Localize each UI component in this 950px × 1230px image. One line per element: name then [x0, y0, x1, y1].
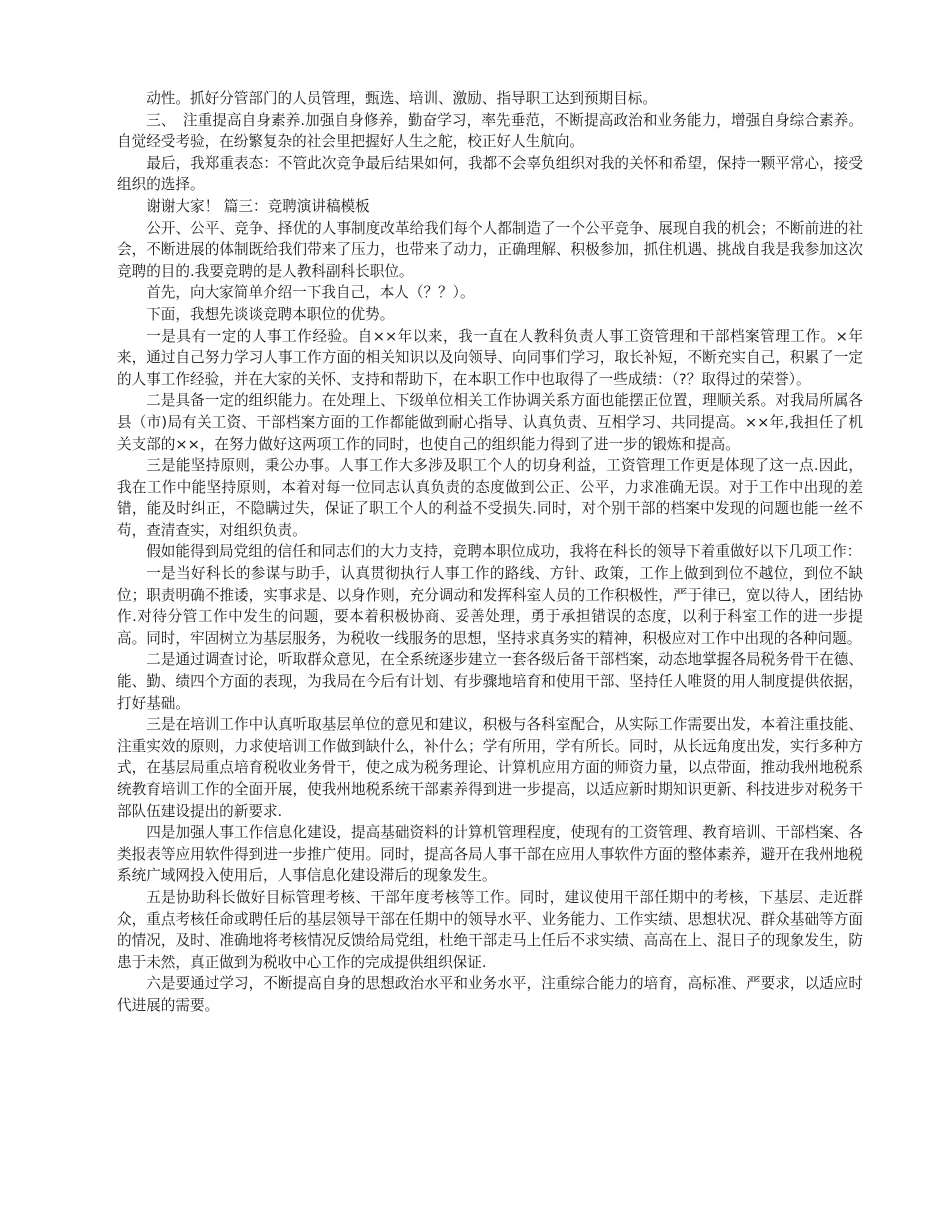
- paragraph-16: 五是协助科长做好目标管理考核、干部年度考核等工作。同时，建议使用干部任期中的考核，下基层、走近群众，重点考核任命或聘任后的基层领导干部在任期中的领导水平、业务能力、工作实绩、思想状况、群众基础等方面的情况，及时、准确地将考核情况反馈给局党组，杜绝干部走马上任后不求实绩、高高在上、混日子的现象发生，防患于未然，真正做到为税收中心工作的完成提供组织保证.: [117, 888, 863, 971]
- paragraph-1: 动性。抓好分管部门的人员管理，甄选、培训、激励、指导职工达到预期目标。: [146, 90, 657, 107]
- paragraph-6: 首先，向大家简单介绍一下我自己，本人（？？）。: [146, 284, 475, 302]
- paragraph-4-heading: 谢谢大家！ 篇三：竞聘演讲稿模板: [146, 197, 370, 215]
- paragraph-13: 二是通过调查讨论，听取群众意见，在全系统逐步建立一套各级后备干部档案，动态地掌握各局税务骨干在德、能、勤、绩四个方面的表现，为我局在今后有计划、有步骤地培育和使用干部、坚持任人唯贤的用人制度提供依据，打好基础。: [117, 651, 863, 712]
- paragraph-11: 假如能得到局党组的信任和同志们的大力支持，竞聘本职位成功，我将在科长的领导下着重做好以下几项工作：: [146, 543, 862, 561]
- paragraph-5: 公开、公平、竞争、择优的人事制度改革给我们每个人都制造了一个公平竞争、展现自我的机会；不断前进的社会，不断进展的体制既给我们带来了压力，也带来了动力，正确理解、积极参加，抓住机遇、挑战自我是我参加这次竞聘的目的.我要竞聘的是人教科副科长职位。: [117, 219, 863, 280]
- paragraph-3: 最后，我郑重表态：不管此次竞争最后结果如何，我都不会辜负组织对我的关怀和希望，保持一颗平常心，接受组织的选择。: [117, 154, 863, 194]
- paragraph-9: 二是具备一定的组织能力。在处理上、下级单位相关工作协调关系方面也能摆正位置，理顺关系。对我局所属各县（市)局有关工资、干部档案方面的工作都能做到耐心指导、认真负责、互相学习、共同提高。××年,我担任了机关支部的××，在努力做好这两项工作的同时，也使自己的组织能力得到了进一步的锻炼和提高。: [117, 392, 863, 453]
- paragraph-8: 一是具有一定的人事工作经验。自××年以来，我一直在人教科负责人事工资管理和干部档案管理工作。×年来，通过自己努力学习人事工作方面的相关知识以及向领导、向同事们学习，取长补短，不断充实自己，积累了一定的人事工作经验，并在大家的关怀、支持和帮助下，在本职工作中也取得了一些成绩：（?？取得过的荣誉）。: [117, 327, 863, 388]
- paragraph-14: 三是在培训工作中认真听取基层单位的意见和建议，积极与各科室配合，从实际工作需要出发，本着注重技能、注重实效的原则，力求使培训工作做到缺什么，补什么；学有所用，学有所长。同时，从长远角度出发，实行多种方式，在基层局重点培育税收业务骨干，使之成为税务理论、计算机应用方面的师资力量，以点带面，推动我州地税系统教育培训工作的全面开展，使我州地税系统干部素养得到进一步提高，以适应新时期知识更新、科技进步对税务干部队伍建设提出的新要求.: [117, 716, 863, 820]
- paragraph-12: 一是当好科长的参谋与助手，认真贯彻执行人事工作的路线、方针、政策，工作上做到到位不越位，到位不缺位；职责明确不推诿，实事求是、以身作则，充分调动和发挥科室人员的工作积极性，严于律已，宽以待人，团结协作.对待分管工作中发生的问题，要本着积极协商、妥善处理，勇于承担错误的态度，以利于科室工作的进一步提高。同时，牢固树立为基层服务，为税收一线服务的思想，坚持求真务实的精神，积极应对工作中出现的各种问题。: [117, 565, 863, 647]
- paragraph-2: 三、 注重提高自身素养.加强自身修养，勤奋学习，率先垂范，不断提高政治和业务能力，增强自身综合素养。自觉经受考验，在纷繁复杂的社会里把握好人生之舵，校正好人生航向。: [117, 111, 863, 151]
- paragraph-15: 四是加强人事工作信息化建设，提高基础资料的计算机管理程度，使现有的工资管理、教育培训、干部档案、各类报表等应用软件得到进一步推广使用。同时，提高各局人事干部在应用人事软件方面的整体素养，避开在我州地税系统广域网投入使用后，人事信息化建设滞后的现象发生。: [117, 824, 863, 885]
- paragraph-17: 六是要通过学习，不断提高自身的思想政治水平和业务水平，注重综合能力的培育，高标准、严要求，以适应时代进展的需要。: [117, 975, 863, 1014]
- paragraph-10: 三是能坚持原则，秉公办事。人事工作大多涉及职工个人的切身利益，工资管理工作更是体现了这一点.因此，我在工作中能坚持原则，本着对每一位同志认真负责的态度做到公正、公平，力求准确无误。对于工作中出现的差错，能及时纠正，不隐瞒过失，保证了职工个人的利益不受损失.同时，对个别干部的档案中发现的问题也能一丝不苟，查清查实，对组织负责。: [117, 457, 863, 539]
- document-body: [117, 88, 863, 1017]
- paragraph-7: 下面，我想先谈谈竞聘本职位的优势。: [146, 305, 395, 323]
